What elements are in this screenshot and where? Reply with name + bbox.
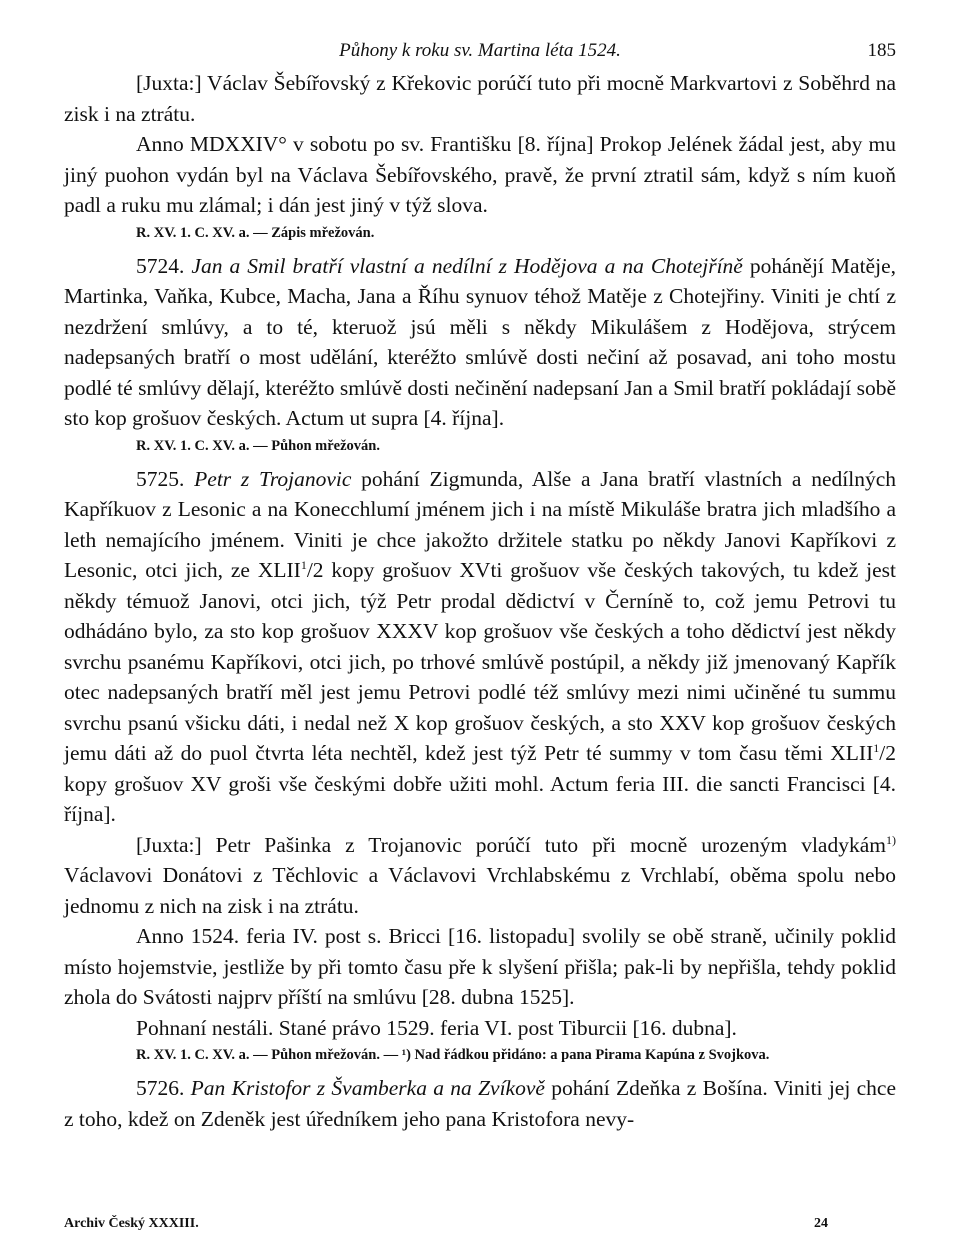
footnote-marker: 1) [886, 832, 896, 847]
page-footer [64, 1216, 896, 1240]
entry-5724 [64, 251, 896, 434]
entry-body: pohánějí Matěje, Martinka, Vaňka, Kubce, Macha, Jana a Říhu synuov téhož Matěje z Chotejřiny. Viniti je chtí z nezdržení smlúvy, a to té, kteruož jsú měli s někdy Mikulášem z Hodějova, strýcem nadepsaných bratří o most udělání, kteréžto smlúvě dosti nečiní až posavad, ani toho mostu podlé té smlúvy dělají, kteréžto smlúvě dosti nečinění nadepsaní Jan a Smil bratří pokládají sobě sto kop grošuov českých. Actum ut supra [4. října]. [64, 253, 896, 430]
paragraph-anno-2: Anno 1524. feria IV. post s. Bricci [16. listopadu] svolily se obě straně, učinily poklid místo hojemstvie, jestliže by při tomto času pře k slyšení přišla; pak-li by nepřišla, tehdy poklid zhola do Svátosti najprv příští na smlúvu [28. dubna 1525]. [64, 924, 896, 1009]
paragraph-juxta-2 [64, 830, 896, 922]
entry-5725 [64, 464, 896, 830]
paragraph-anno-1: Anno MDXXIV° v sobotu po sv. Františku [8. října] Prokop Jelének žádal jest, aby mu jiný puohon vydán byl na Václava Šebířovského, pravě, že první ztratil sám, když s ním kuoň padl a ruku mu zlámal; i dán jest jiný v týž slova. [64, 132, 896, 217]
source-note: R. XV. 1. C. XV. a. — Půhon mřežován. — ¹) Nad řádkou přidáno: a pana Pirama Kapúna z Svojkova. [136, 1047, 770, 1063]
sheet-number: 24 [814, 1216, 828, 1231]
document-page [64, 34, 896, 1231]
running-title: Půhony k roku sv. Martina léta 1524. [339, 40, 621, 61]
entry-body: /2 kopy grošuov XVti grošuov vše českých takových, tu kdež jest někdy témuož Janovi, otci jich, týž Petr prodal dědictví v Černíně to, což jemu Petrovi tu odhádáno bylo, za sto kop grošuov XXXV kop grošuov vše českých a toho dědictví jest někdy svrchu psanému Kapříkovi, otci jich, po trhové smlúvě postúpil, a někdy již jmenovaný Kapřík otec nadepsaných bratří měl jest jemu Petrovi podlé též smlúvy mezi nimi učiněné tu summu svrchu psanú všicku dáti, i nedal než X kop grošuov českých, a sto XXV kop grošuov českých jemu dáti až do puol čtvrta léta nechtěl, kdež jest týž Petr té summy v tom času těmi XLII [64, 558, 896, 765]
entry-parties: Pan Kristofor z Švamberka a na Zvíkově [190, 1076, 545, 1100]
paragraph-pohnani: Pohnaní nestáli. Stané právo 1529. feria VI. post Tiburcii [16. dubna]. [136, 1015, 737, 1040]
paragraph-text: [Juxta:] Petr Pašinka z Trojanovic porúčí tuto při mocně urozeným vladykám [136, 832, 886, 857]
source-note: R. XV. 1. C. XV. a. — Zápis mřežován. [136, 224, 375, 241]
signature-mark: Archiv Český XXXIII. [64, 1216, 199, 1231]
source-note: R. XV. 1. C. XV. a. — Půhon mřežován. [136, 437, 380, 454]
page-header [64, 34, 896, 68]
paragraph-juxta-1: [Juxta:] Václav Šebířovský z Křekovic porúčí tuto při mocně Markvartovi z Soběhrd na zisk i na ztrátu. [64, 71, 896, 126]
paragraph-text: Václavovi Donátovi z Těchlovic a Václavovi Vrchlabskému z Vrchlabí, oběma spolu nebo jednomu z nich na zisk i na ztrátu. [64, 863, 896, 918]
entry-body: pohání Zigmunda, Alše a Jana bratří vlastních a nedílných Kapříkuov z Lesonic a na Konecchlumí jménem jich i na místě Mikuláše bratra jich mladšího a leth nemajícího jménem. Viniti je chce jakožto držitele statku po někdy Janovi Kapříkovi z Lesonic, otci jich, ze XLII [64, 466, 896, 582]
fraction-numerator: 1 [300, 557, 307, 572]
entry-5726 [64, 1073, 896, 1134]
entry-parties: Petr z Trojanovic [194, 466, 352, 491]
entry-number: 5726. [136, 1076, 185, 1100]
entry-body: /2 kopy grošuov XV groši vše českými dobře užiti mohl. Actum feria III. die sancti Francisci [4. října]. [64, 741, 896, 826]
fraction-numerator: 1 [873, 740, 880, 755]
entry-number: 5725. [136, 466, 185, 491]
entry-body: pohání Zdeňka z Bošína. Viniti jej chce z toho, kdež on Zdeněk jest úředníkem jeho pana Kristofora nevy- [64, 1076, 896, 1131]
entry-parties: Jan a Smil bratří vlastní a nedílní z Hodějova a na Chotejříně [191, 253, 743, 278]
entry-number: 5724. [136, 253, 185, 278]
page-number: 185 [867, 40, 896, 61]
